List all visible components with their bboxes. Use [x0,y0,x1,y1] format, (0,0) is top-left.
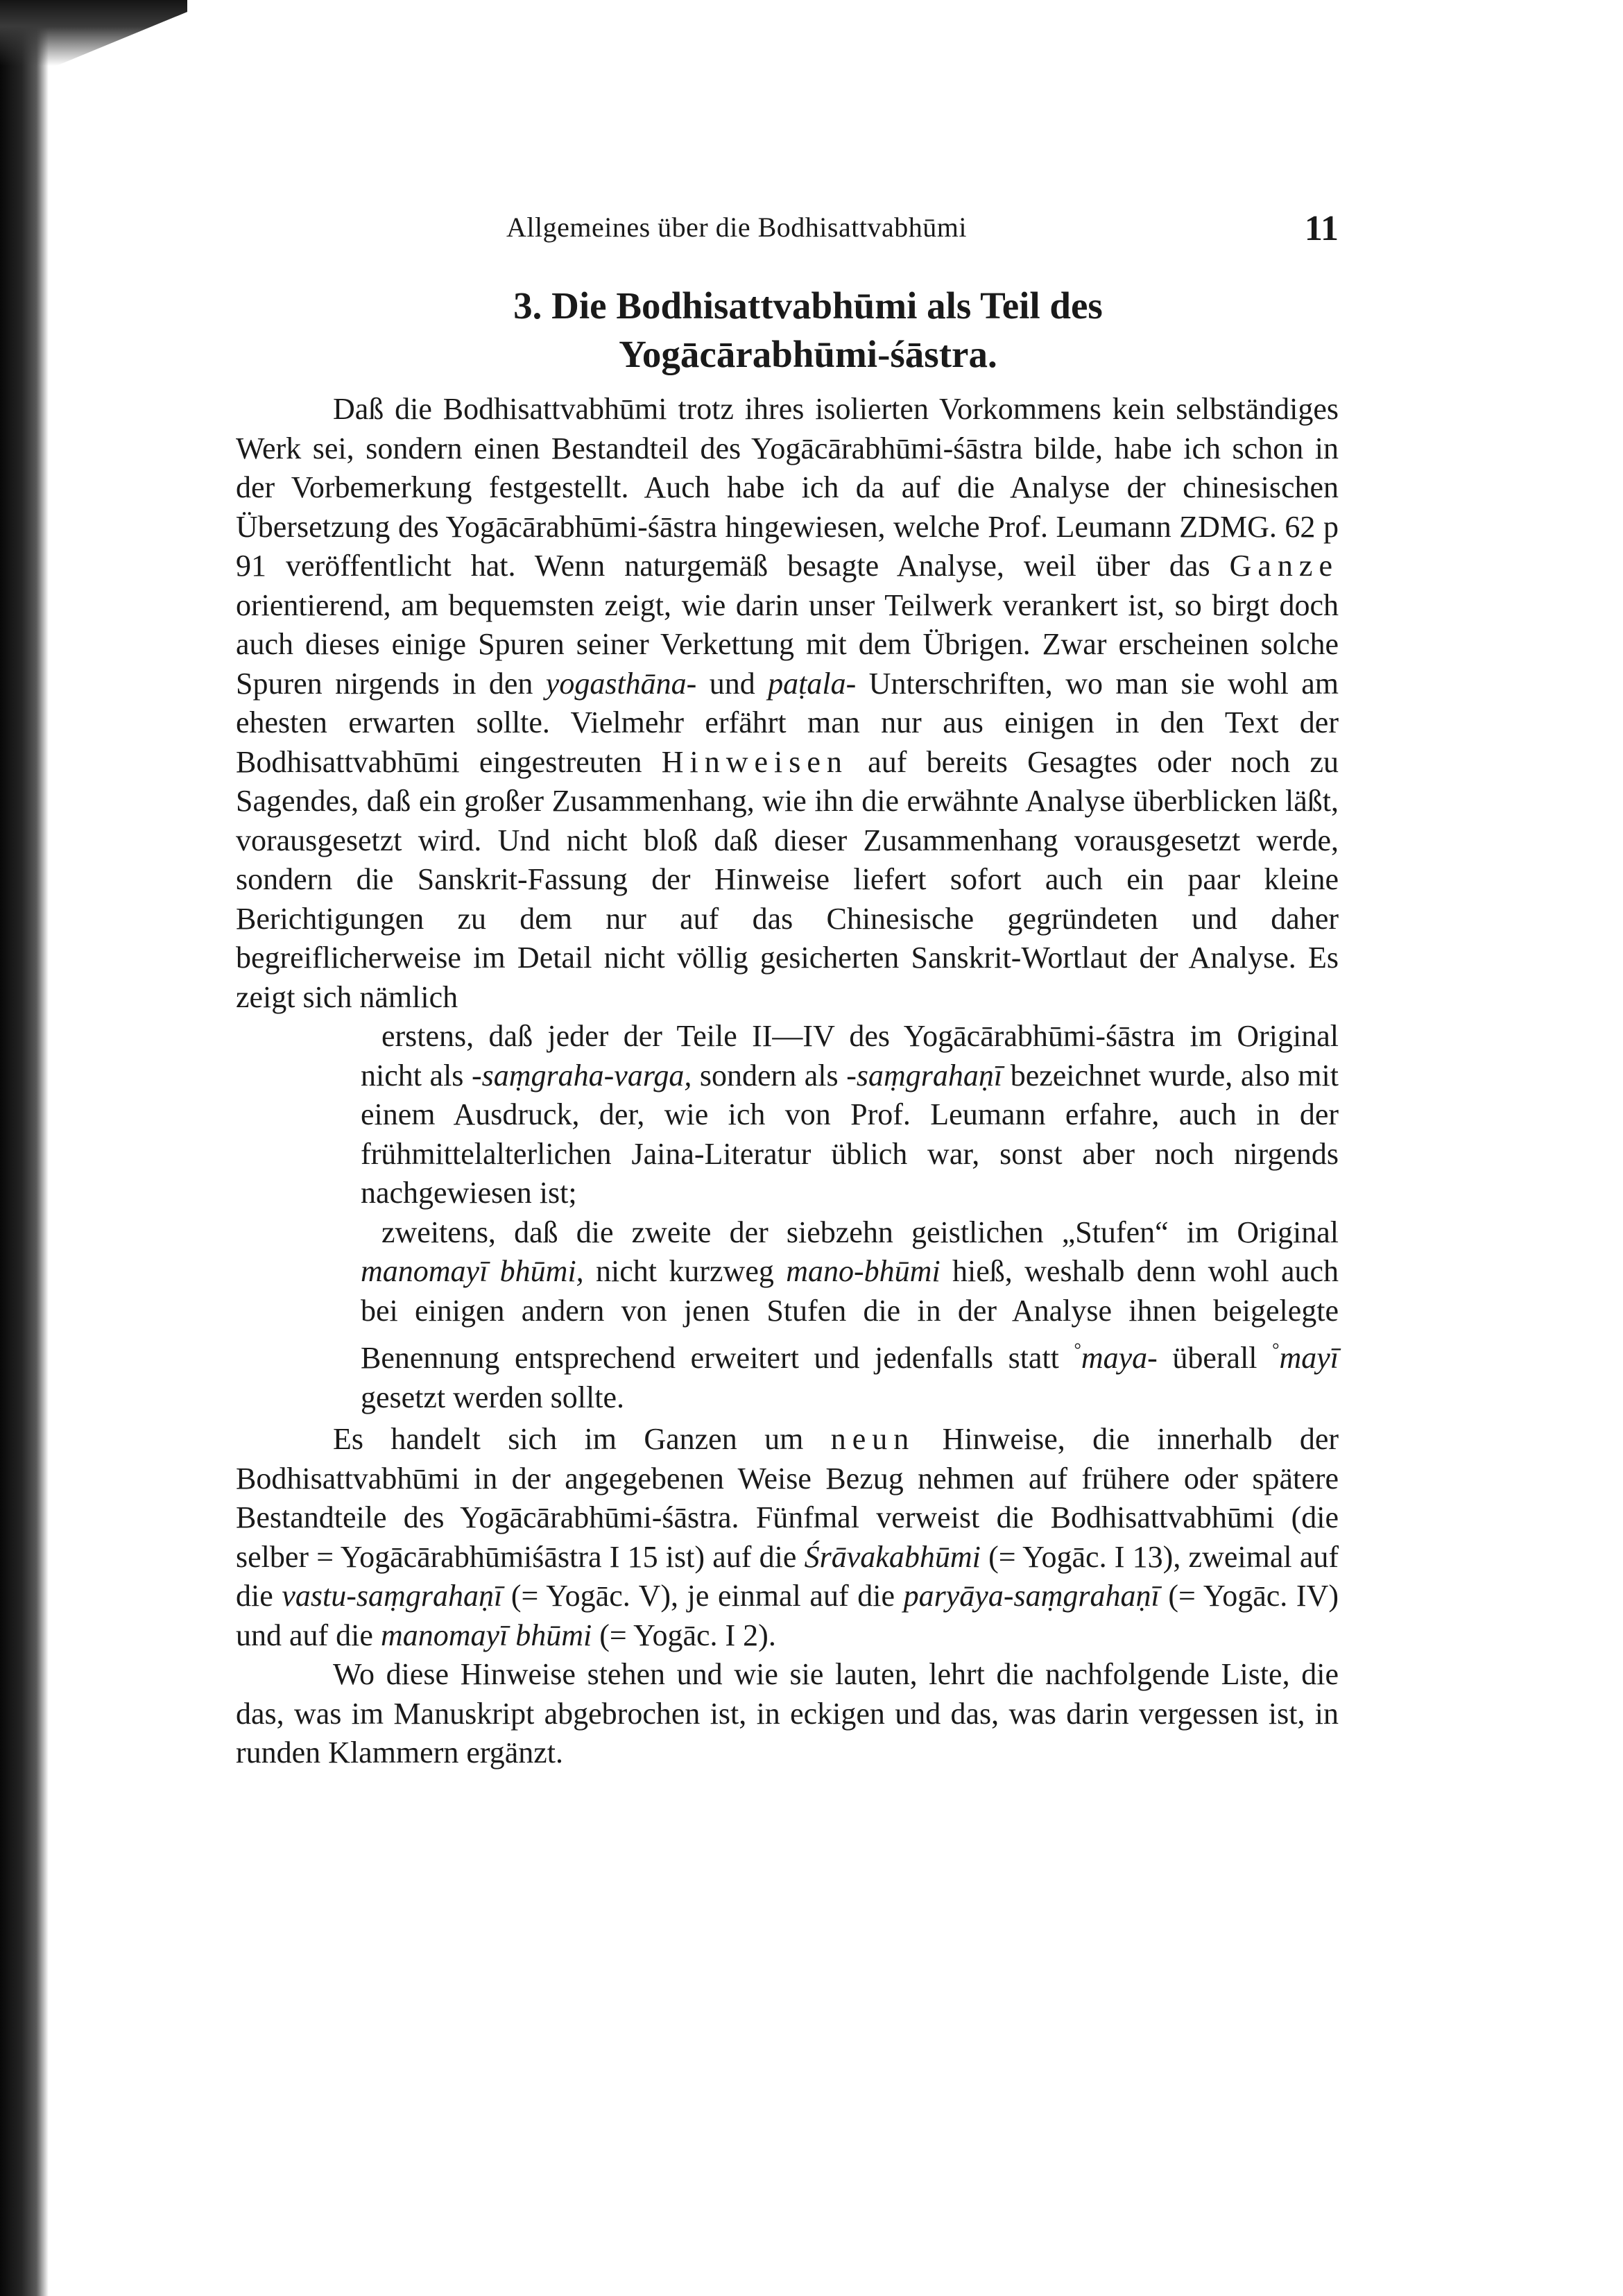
text-run: Es handelt sich im Ganzen um [333,1422,831,1456]
italic-term: mano-bhūmi [786,1254,941,1288]
italic-term: yogasthāna- [545,666,697,701]
italic-term: vastu-saṃgrahaṇī [282,1579,503,1613]
point-first [361,1017,1339,1213]
point-second [361,1213,1339,1418]
text-run: Wo diese Hinweise stehen und wie sie lauten, lehrt die nachfolgende Liste, die das, was im Manuskript abgebrochen ist, in eckigen und das, was darin vergessen ist, in runden Klammern ergänzt. [236,1657,1339,1770]
indented-points [361,1017,1339,1417]
italic-term: paṭala- [768,666,857,701]
italic-term: mayī [1279,1341,1339,1375]
book-binding-shadow [0,0,49,2296]
text-run: (= Yogāc. IV) und auf die [236,1579,1339,1652]
page-content [236,208,1339,1773]
paragraph-1 [236,390,1339,1017]
section-title [236,282,1339,379]
text-run: Hinweise, die innerhalb der Bodhisattvabhūmi in der angegebenen Weise Bezug nehmen auf frühere oder spätere Bestandteile des Yogācārabhūmi-śāstra. Fünfmal verweist die Bodhisattvabhūmi (die selber = Yogācārabhūmiśāstra I 15 ist) auf die [236,1422,1339,1574]
degree-mark: ° [1272,1339,1280,1360]
text-run: bezeichnet wurde, also mit einem Ausdruck, der, wie ich von Prof. Leumann erfahre, auch in der frühmittelalterlichen Jaina-Literatur üblich war, sonst aber noch nirgends nachgewiesen ist; [361,1058,1339,1210]
text-run: erstens, daß jeder der Teile II—IV des Yogācārabhūmi-śāstra im Original nicht als [361,1019,1339,1093]
italic-term: manomayī bhūmi, [361,1254,584,1288]
section-title-line-2: Yogācārabhūmi-śāstra. [619,333,997,375]
section-title-line-1: 3. Die Bodhisattvabhūmi als Teil des [513,284,1103,327]
spaced-emphasis: Ganze [1229,549,1339,583]
text-run: und [696,666,768,701]
text-run: zweitens, daß die zweite der siebzehn geistlichen „Stufen“ im Original [381,1215,1339,1249]
page-corner-shadow [0,0,187,66]
text-run: Unterschriften, wo man sie wohl am ehesten erwarten sollte. Vielmehr erfährt man nur aus einigen in den Text der Bodhisattvabhūmi eingestreuten [236,666,1339,779]
text-run: orientierend, am bequemsten zeigt, wie darin unser Teilwerk verankert ist, so birgt doch auch dieses einige Spuren seiner Verkettung mit dem Übrigen. Zwar erscheinen solche Spuren nirgends in den [236,588,1339,701]
italic-term: manomayī bhūmi [380,1618,592,1652]
text-run: Daß die Bodhisattvabhūmi trotz ihres isolierten Vorkommens kein selbständiges Werk sei, sondern einen Bestandteil des Yogācārabhūmi-śāstra bilde, habe ich schon in der Vorbemerkung festgestellt. Auch habe ich da auf die Analyse der chinesischen Übersetzung des Yogācārabhūmi-śāstra hingewiesen, welche Prof. Leumann ZDMG. 62 p 91 veröffentlicht hat. Wenn naturgemäß besagte Analyse, weil über das [236,392,1339,583]
text-run: überall [1157,1341,1273,1375]
paragraph-2 [236,1420,1339,1655]
text-run: auf bereits Gesagtes oder noch zu Sagendes, daß ein großer Zusammenhang, wie ihn die erwähnte Analyse überblicken läßt, vorausgesetzt wird. Und nicht bloß daß dieser Zusammenhang vorausgesetzt werde, sondern die Sanskrit-Fassung der Hinweise liefert sofort auch ein paar kleine Berichtigungen zu dem nur auf das Chinesische gegründeten und daher begreiflicherweise im Detail nicht völlig gesicherten Sanskrit-Wortlaut der Analyse. Es zeigt sich nämlich [236,744,1339,1014]
italic-term: -saṃgraha-varga, [471,1058,692,1093]
italic-term: -saṃgrahaṇī [846,1058,1003,1093]
italic-term: paryāya-saṃgrahaṇī [903,1579,1160,1613]
text-run: (= Yogāc. V), je einmal auf die [502,1579,904,1613]
spaced-emphasis: neun [830,1422,916,1456]
text-run: (= Yogāc. I 13), zweimal auf die [236,1539,1339,1613]
italic-term: maya- [1081,1341,1158,1375]
page-number: 11 [1304,209,1339,248]
running-head [236,208,1339,264]
paragraph-3 [236,1655,1339,1773]
spaced-emphasis: Hinweisen [661,744,848,779]
text-run: (= Yogāc. I 2). [592,1618,776,1652]
text-run: gesetzt werden sollte. [361,1380,624,1414]
degree-mark: ° [1074,1339,1081,1360]
text-run: nicht kurzweg [583,1254,787,1288]
text-run: sondern als [692,1058,847,1093]
italic-term: Śrāvakabhūmi [804,1539,981,1574]
running-title: Allgemeines über die Bodhisattvabhūmi [506,212,967,243]
text-run: hieß, weshalb denn wohl auch bei einigen andern von jenen Stufen die in der Analyse ihnen beigelegte Benennung entsprechend erweitert und jedenfalls statt [361,1254,1339,1375]
